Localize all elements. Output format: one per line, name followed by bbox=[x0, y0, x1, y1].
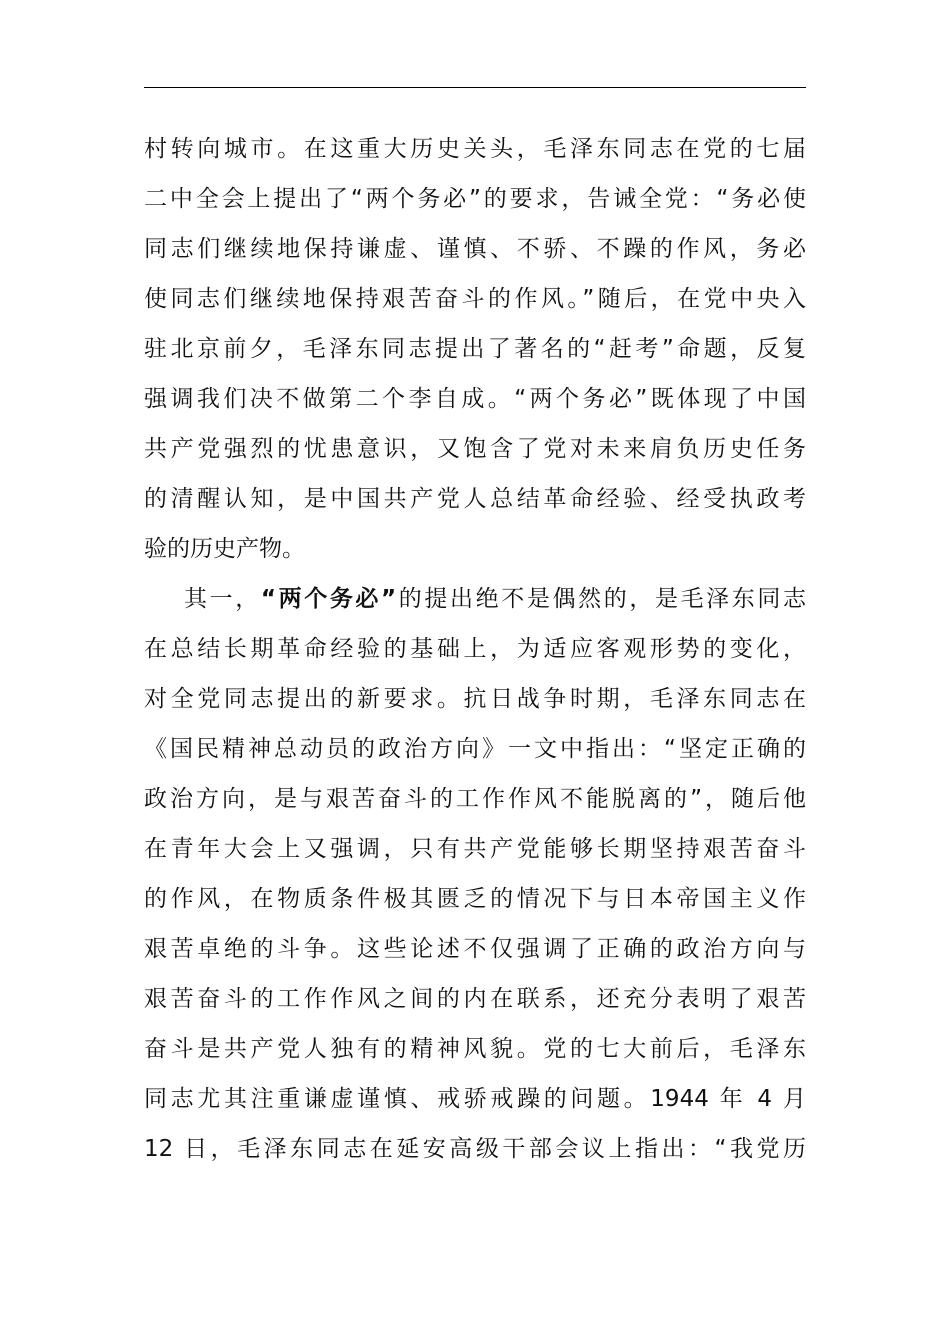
text-line: 政治方向，是与艰苦奋斗的工作作风不能脱离的”，随后他 bbox=[144, 786, 806, 812]
body-text bbox=[144, 124, 806, 1174]
text-line: 奋斗是共产党人独有的精神风貌。党的七大前后，毛泽东 bbox=[144, 1036, 806, 1062]
text-line: 《国民精神总动员的政治方向》一文中指出：“坚定正确的 bbox=[144, 736, 806, 762]
bold-phrase: “两个务必” bbox=[260, 586, 397, 612]
text-segment: 其一， bbox=[184, 586, 261, 612]
text-line: 的清醒认知，是中国共产党人总结革命经验、经受执政考 bbox=[144, 486, 806, 512]
paragraph-1 bbox=[144, 124, 806, 574]
text-line: 村转向城市。在这重大历史关头，毛泽东同志在党的七届 bbox=[144, 136, 806, 162]
text-line: 对全党同志提出的新要求。抗日战争时期，毛泽东同志在 bbox=[144, 686, 806, 712]
text-line: 同志们继续地保持谦虚、谨慎、不骄、不躁的作风，务必 bbox=[144, 236, 806, 262]
text-line: 驻北京前夕，毛泽东同志提出了著名的“赶考”命题，反复 bbox=[144, 336, 806, 362]
text-line: 同志尤其注重谦虚谨慎、戒骄戒躁的问题。1944 年 4 月 bbox=[144, 1086, 806, 1112]
paragraph-2 bbox=[144, 574, 806, 1174]
text-line: 的作风，在物质条件极其匮乏的情况下与日本帝国主义作 bbox=[144, 886, 806, 912]
text-line: 在总结长期革命经验的基础上，为适应客观形势的变化， bbox=[144, 636, 806, 662]
header-rule bbox=[144, 87, 806, 88]
text-line: 在青年大会上又强调，只有共产党能够长期坚持艰苦奋斗 bbox=[144, 836, 806, 862]
text-line: 使同志们继续地保持艰苦奋斗的作风。”随后，在党中央入 bbox=[144, 286, 806, 312]
text-line: 共产党强烈的忧患意识，又饱含了党对未来肩负历史任务 bbox=[144, 436, 806, 462]
text-segment: 的提出绝不是偶然的，是毛泽东同志 bbox=[396, 586, 806, 612]
text-line-first bbox=[144, 574, 806, 624]
text-line: 12 日，毛泽东同志在延安高级干部会议上指出：“我党历 bbox=[144, 1136, 806, 1162]
text-line: 艰苦奋斗的工作作风之间的内在联系，还充分表明了艰苦 bbox=[144, 986, 806, 1012]
text-line: 艰苦卓绝的斗争。这些论述不仅强调了正确的政治方向与 bbox=[144, 936, 806, 962]
text-line: 强调我们决不做第二个李自成。“两个务必”既体现了中国 bbox=[144, 386, 806, 412]
text-line: 验的历史产物。 bbox=[144, 536, 305, 562]
text-line: 二中全会上提出了“两个务必”的要求，告诫全党：“务必使 bbox=[144, 186, 806, 212]
